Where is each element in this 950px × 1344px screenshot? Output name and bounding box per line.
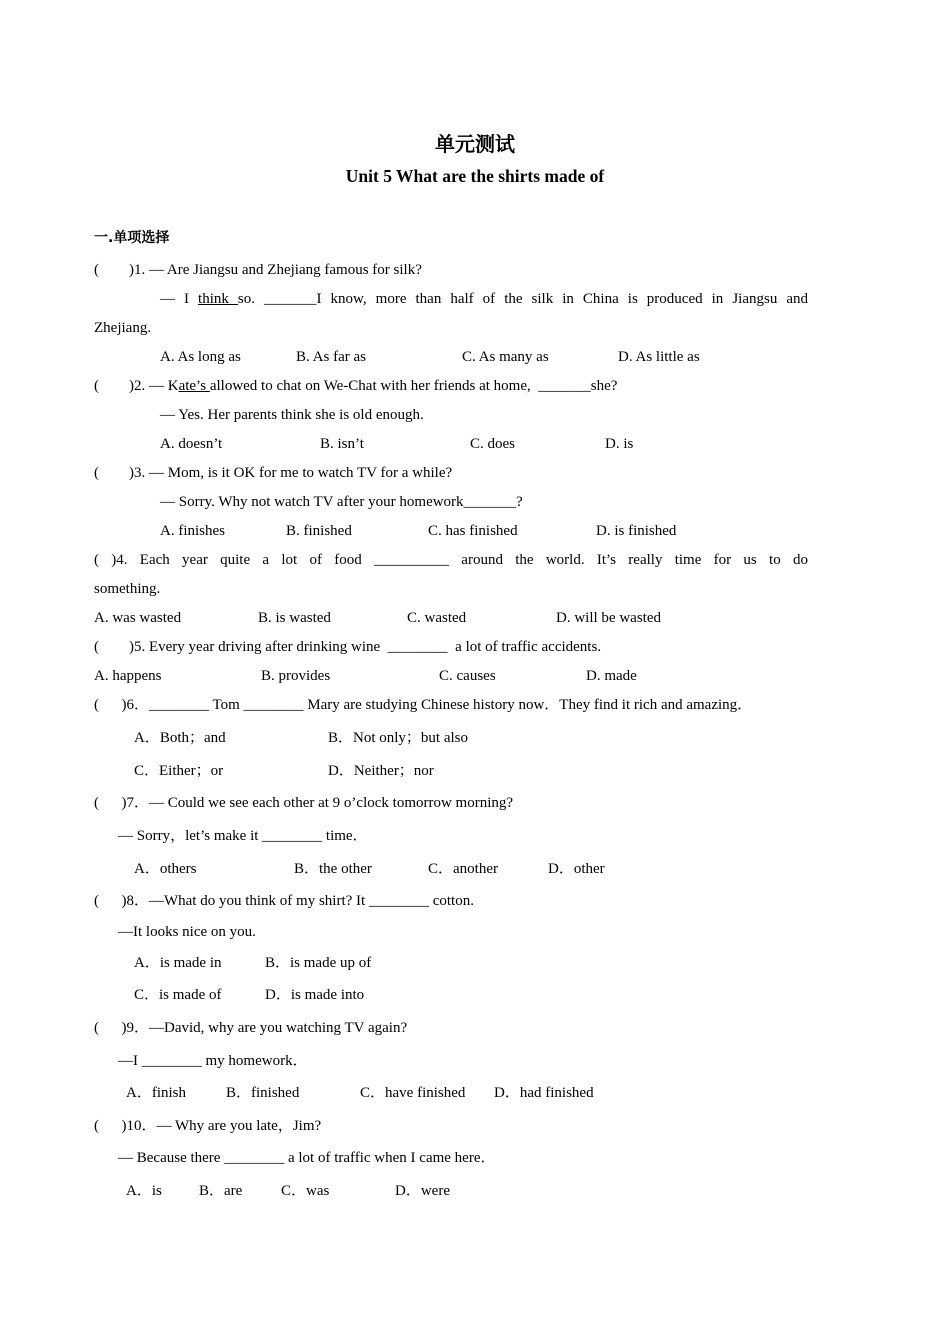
option-d: D. will be wasted <box>556 610 661 626</box>
option-b: B. As far as <box>296 349 366 365</box>
option-a: A．finish <box>126 1085 187 1101</box>
option-d: D. As little as <box>618 349 700 365</box>
question-7-line-2: — Sorry，let’s make it ________ time． <box>118 828 368 844</box>
question-2-line-2: — Yes. Her parents think she is old enough. <box>160 407 424 423</box>
text-run: ( )2. — K <box>94 378 179 394</box>
text-run: so. _______I know, more than half of the silk in China is produced in Jiangsu and <box>237 291 808 307</box>
unit-title: Unit 5 What are the shirts made of <box>345 166 605 186</box>
question-3-stem: ( )3. — Mom, is it OK for me to watch TV for a while? <box>94 465 453 481</box>
option-d: D. is <box>605 436 634 452</box>
question-5-stem: ( )5. Every year driving after drinking wine ________ a lot of traffic accidents. <box>94 639 602 655</box>
question-7-stem: ( )7．— Could we see each other at 9 o’clock tomorrow morning? <box>94 795 514 811</box>
option-a: A．is made in <box>134 955 222 971</box>
option-c: C．was <box>281 1183 330 1199</box>
option-d: D．Neither；nor <box>328 763 434 779</box>
underlined-word: think <box>198 291 238 307</box>
option-a: A．is <box>126 1183 162 1199</box>
question-1-stem: ( )1. — Are Jiangsu and Zhejiang famous for silk? <box>94 262 422 278</box>
option-d: D．had finished <box>494 1085 594 1101</box>
option-c: C. As many as <box>462 349 549 365</box>
option-c: C. wasted <box>407 610 467 626</box>
option-b: B. is wasted <box>258 610 331 626</box>
option-a: A．others <box>134 861 197 877</box>
option-d: D．is made into <box>265 987 365 1003</box>
option-d: D. made <box>586 668 637 684</box>
option-c: C．Either；or <box>134 763 224 779</box>
text-run: allowed to chat on We-Chat with her friends at home, _______she? <box>209 378 618 394</box>
question-8-stem: ( )8．—What do you think of my shirt? It ________ cotton. <box>94 893 474 909</box>
option-a: A. doesn’t <box>160 436 223 452</box>
option-c: C. causes <box>439 668 496 684</box>
option-a: A. As long as <box>160 349 241 365</box>
question-9-line-2: —I ________ my homework． <box>118 1053 308 1069</box>
option-c: C. has finished <box>428 523 518 539</box>
option-d: D．other <box>548 861 605 877</box>
question-4-stem: ( )4. Each year quite a lot of food __________ around the world. It’s really time for us to do <box>94 552 808 568</box>
option-c: C．have finished <box>360 1085 466 1101</box>
question-8-line-2: —It looks nice on you. <box>118 924 256 940</box>
option-b: B．is made up of <box>265 955 372 971</box>
option-a: A. finishes <box>160 523 225 539</box>
question-1-line-2 <box>160 289 808 309</box>
option-c: C．another <box>428 861 498 877</box>
option-b: B. finished <box>286 523 352 539</box>
option-c: C. does <box>470 436 515 452</box>
text-run: — I <box>160 291 199 307</box>
question-9-stem: ( )9．—David, why are you watching TV again? <box>94 1020 408 1036</box>
option-a: A．Both；and <box>134 730 226 746</box>
section-heading: 一.单项选择 <box>94 230 170 246</box>
option-c: C．is made of <box>134 987 222 1003</box>
question-2-stem <box>94 376 617 396</box>
question-1-line-3: Zhejiang. <box>94 320 152 336</box>
option-d: D．were <box>395 1183 450 1199</box>
question-6-stem: ( )6．________ Tom ________ Mary are studying Chinese history now．They find it rich and amazing． <box>94 697 753 713</box>
option-b: B．the other <box>294 861 372 877</box>
question-10-stem: ( )10．— Why are you late，Jim? <box>94 1118 322 1134</box>
option-b: B．finished <box>226 1085 300 1101</box>
question-10-line-2: — Because there ________ a lot of traffic when I came here． <box>118 1150 496 1166</box>
question-3-line-2: — Sorry. Why not watch TV after your homework_______? <box>160 494 523 510</box>
option-b: B．Not only；but also <box>328 730 469 746</box>
option-b: B. isn’t <box>320 436 364 452</box>
option-a: A. was wasted <box>94 610 182 626</box>
page-title: 单元测试 <box>435 132 515 156</box>
option-b: B．are <box>199 1183 243 1199</box>
option-a: A. happens <box>94 668 162 684</box>
option-d: D. is finished <box>596 523 677 539</box>
option-b: B. provides <box>261 668 331 684</box>
underlined-word: ate’s <box>178 378 210 394</box>
question-4-line-2: something. <box>94 581 161 597</box>
